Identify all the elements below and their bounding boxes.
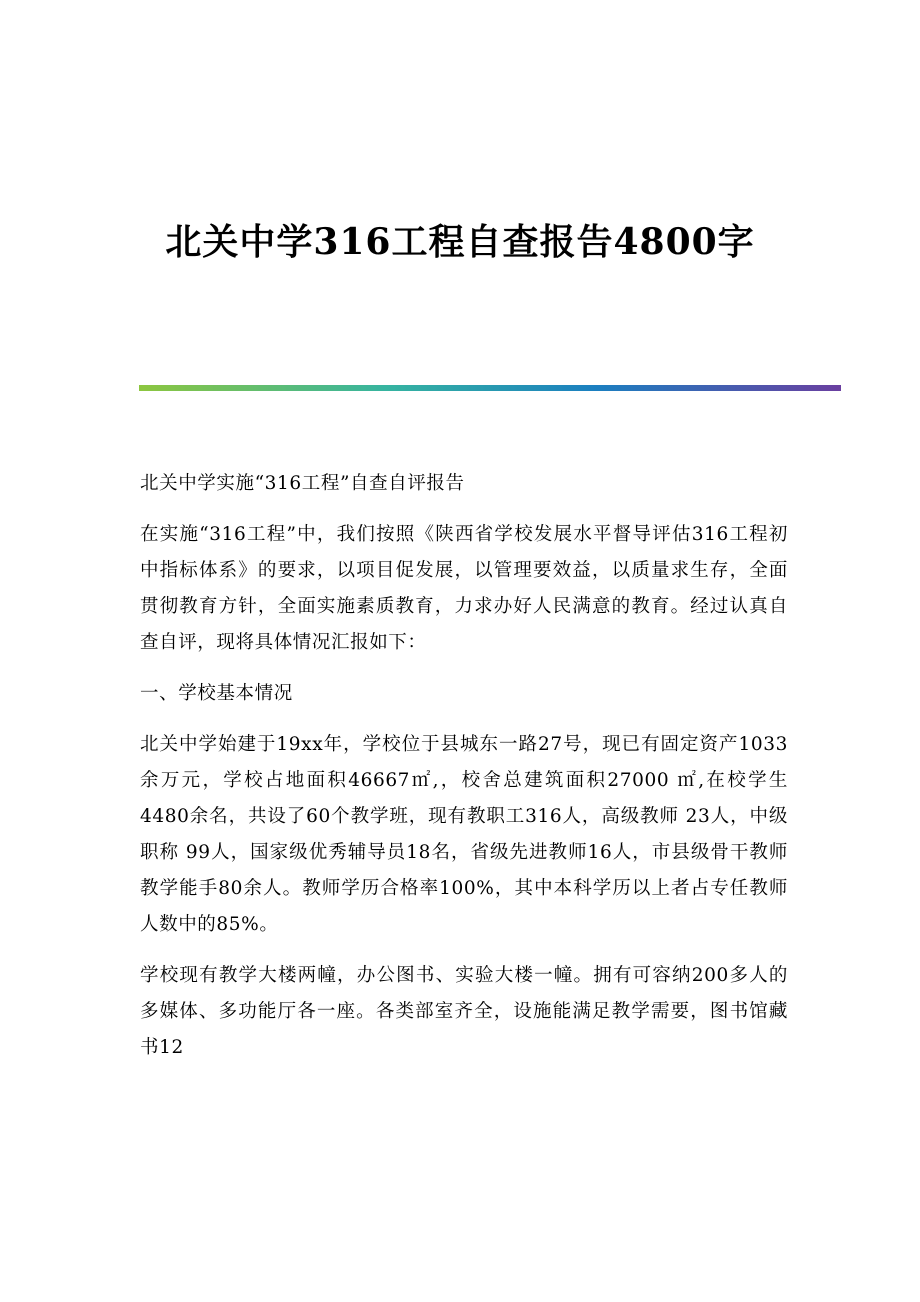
- document-body: [140, 466, 788, 1081]
- section-heading: 一、学校基本情况: [140, 683, 293, 704]
- title-divider: [139, 385, 841, 391]
- body-paragraph: 学校现有教学大楼两幢，办公图书、实验大楼一幢。拥有可容纳200多人的多媒体、多功能厅各一座。各类部室齐全，设施能满足教学需要，图书馆藏书12: [140, 965, 788, 1058]
- report-subtitle: 北关中学实施“316工程”自查自评报告: [140, 473, 465, 494]
- body-paragraph: 北关中学始建于19xx年，学校位于县城东一路27号，现已有固定资产1033余万元，学校占地面积46667㎡,，校舍总建筑面积27000 ㎡,在校学生4480余名，共设了60个教学班，现有教职工316人，高级教师 23人，中级职称 99人，国家级优秀辅导员18名，省级先进教师16人，市县级骨干教师教学能手80余人。教师学历合格率100%，其中本科学历以上者占专任教师人数中的85%。: [140, 734, 788, 935]
- intro-paragraph: 在实施“316工程”中，我们按照《陕西省学校发展水平督导评估316工程初中指标体系》的要求，以项目促发展，以管理要效益，以质量求生存，全面贯彻教育方针，全面实施素质教育，力求办好人民满意的教育。经过认真自查自评，现将具体情况汇报如下：: [140, 524, 788, 653]
- document-title: 北关中学316工程自查报告4800字: [165, 221, 755, 263]
